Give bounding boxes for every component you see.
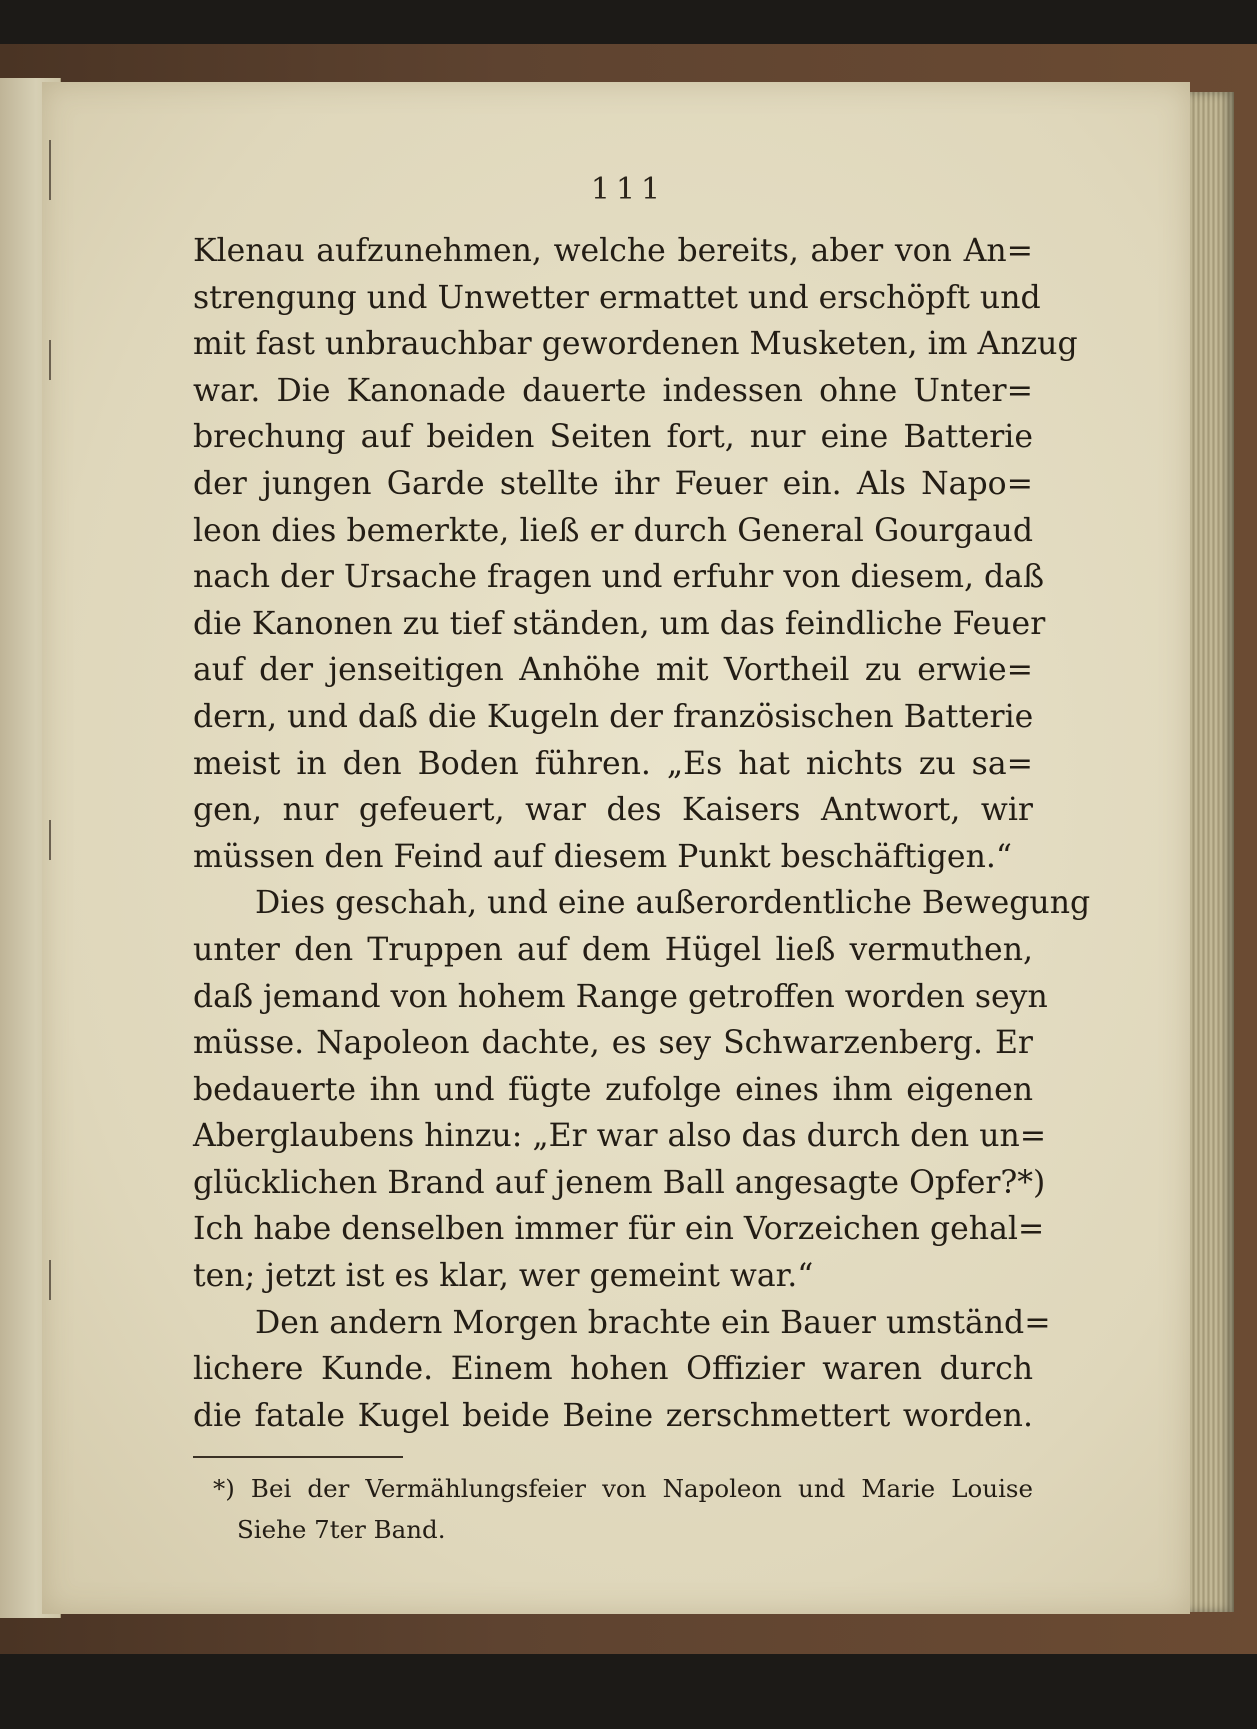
text-line: nach der Ursache fragen und erfuhr von diesem, daß (193, 559, 1045, 596)
footnote-rule (193, 1456, 403, 1458)
text-line: strengung und Unwetter ermattet und erschöpft und (193, 279, 1041, 316)
text-line: Dies geschah, und eine außerordentliche Bewegung (255, 885, 1091, 922)
text-line: mit fast unbrauchbar gewordenen Musketen, im Anzug (193, 326, 1078, 363)
gutter-mark (49, 820, 51, 860)
text-line: daß jemand von hohem Range getroffen worden seyn (193, 978, 1048, 1015)
text-line: müssen den Feind auf diesem Punkt beschäftigen.“ (193, 838, 1012, 875)
text-line: brechung auf beiden Seiten fort, nur eine Batterie (193, 419, 1033, 456)
text-line: die Kanonen zu tief ständen, um das feindliche Feuer (193, 605, 1046, 642)
text-line: auf der jenseitigen Anhöhe mit Vortheil zu erwie= (193, 652, 1033, 689)
text-line: Den andern Morgen brachte ein Bauer umständ= (255, 1304, 1051, 1341)
gutter-mark (49, 340, 51, 380)
footnote (213, 1468, 1033, 1550)
text-line: müsse. Napoleon dachte, es sey Schwarzenberg. Er (193, 1025, 1033, 1062)
gutter-mark (49, 1260, 51, 1300)
footnote-line: *) Bei der Vermählungsfeier von Napoleon und Marie Louise (213, 1474, 1033, 1503)
body-text (193, 228, 1091, 1439)
footnote-line: Siehe 7ter Band. (237, 1515, 446, 1544)
text-line: glücklichen Brand auf jenem Ball angesagte Opfer?*) (193, 1164, 1046, 1201)
text-line: Aberglaubens hinzu: „Er war also das durch den un= (193, 1118, 1047, 1155)
page-number: 111 (590, 172, 667, 207)
text-line: der jungen Garde stellte ihr Feuer ein. Als Napo= (193, 465, 1033, 502)
text-line: unter den Truppen auf dem Hügel ließ vermuthen, (193, 931, 1033, 968)
text-line: lichere Kunde. Einem hohen Offizier waren durch (193, 1351, 1033, 1388)
text-line: meist in den Boden führen. „Es hat nichts zu sa= (193, 745, 1033, 782)
page-stack-edge (1190, 92, 1234, 1612)
text-line: die fatale Kugel beide Beine zerschmettert worden. (193, 1397, 1033, 1434)
text-line: Klenau aufzunehmen, welche bereits, aber von An= (193, 233, 1033, 269)
text-line: dern, und daß die Kugeln der französischen Batterie (193, 698, 1034, 735)
text-line: ten; jetzt ist es klar, wer gemeint war.“ (193, 1258, 814, 1295)
text-line: leon dies bemerkte, ließ er durch General Gourgaud (193, 512, 1033, 549)
text-line: Ich habe denselben immer für ein Vorzeichen gehal= (193, 1211, 1045, 1248)
text-line: bedauerte ihn und fügte zufolge eines ihm eigenen (193, 1071, 1033, 1108)
text-line: gen, nur gefeuert, war des Kaisers Antwort, wir (193, 792, 1033, 829)
text-line: war. Die Kanonade dauerte indessen ohne Unter= (193, 372, 1033, 409)
